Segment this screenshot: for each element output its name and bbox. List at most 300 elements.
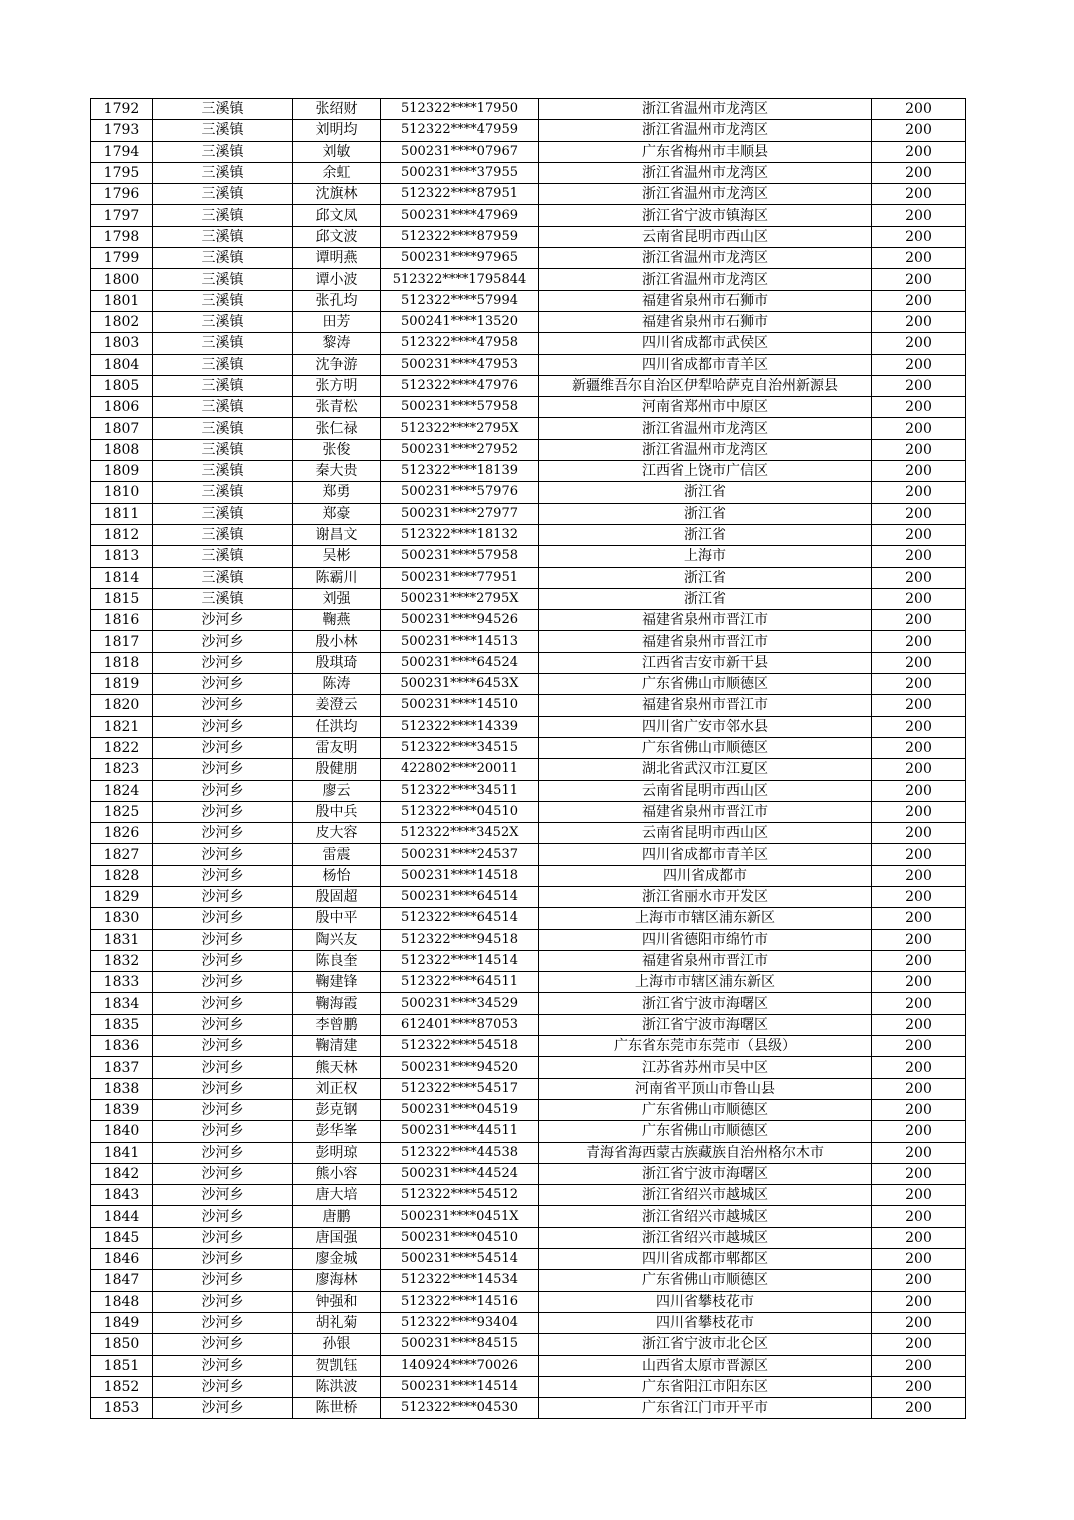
row-number-cell: 1811 bbox=[91, 503, 153, 524]
id-number-cell: 512322****1795844 bbox=[381, 269, 539, 290]
subsidy-amount-cell: 200 bbox=[872, 290, 966, 311]
id-number-cell: 500231****47969 bbox=[381, 205, 539, 226]
work-location-cell: 四川省成都市青羊区 bbox=[539, 354, 872, 375]
work-location-cell: 四川省德阳市绵竹市 bbox=[539, 929, 872, 950]
id-number-cell: 512322****34511 bbox=[381, 780, 539, 801]
table-row bbox=[91, 1227, 966, 1248]
subsidy-amount-cell: 200 bbox=[872, 908, 966, 929]
subsidy-amount-cell: 200 bbox=[872, 1270, 966, 1291]
township-cell: 沙河乡 bbox=[153, 631, 293, 652]
person-name-cell: 沈争游 bbox=[293, 354, 381, 375]
township-cell: 沙河乡 bbox=[153, 1355, 293, 1376]
township-cell: 三溪镇 bbox=[153, 588, 293, 609]
work-location-cell: 广东省江门市开平市 bbox=[539, 1398, 872, 1419]
township-cell: 沙河乡 bbox=[153, 1036, 293, 1057]
table-row bbox=[91, 972, 966, 993]
person-name-cell: 殷中兵 bbox=[293, 801, 381, 822]
id-number-cell: 500231****14513 bbox=[381, 631, 539, 652]
township-cell: 三溪镇 bbox=[153, 503, 293, 524]
row-number-cell: 1807 bbox=[91, 418, 153, 439]
subsidy-amount-cell: 200 bbox=[872, 993, 966, 1014]
work-location-cell: 浙江省温州市龙湾区 bbox=[539, 120, 872, 141]
table-row bbox=[91, 886, 966, 907]
work-location-cell: 湖北省武汉市江夏区 bbox=[539, 759, 872, 780]
person-name-cell: 殷固超 bbox=[293, 886, 381, 907]
person-name-cell: 殷中平 bbox=[293, 908, 381, 929]
table-row bbox=[91, 950, 966, 971]
row-number-cell: 1799 bbox=[91, 248, 153, 269]
table-row bbox=[91, 482, 966, 503]
table-row bbox=[91, 1142, 966, 1163]
township-cell: 沙河乡 bbox=[153, 1312, 293, 1333]
township-cell: 三溪镇 bbox=[153, 162, 293, 183]
township-cell: 三溪镇 bbox=[153, 269, 293, 290]
work-location-cell: 浙江省宁波市海曙区 bbox=[539, 993, 872, 1014]
table-row bbox=[91, 311, 966, 332]
table-row bbox=[91, 290, 966, 311]
person-name-cell: 张绍财 bbox=[293, 99, 381, 120]
subsidy-amount-cell: 200 bbox=[872, 375, 966, 396]
subsidy-amount-cell: 200 bbox=[872, 674, 966, 695]
table-row bbox=[91, 1014, 966, 1035]
id-number-cell: 512322****47959 bbox=[381, 120, 539, 141]
id-number-cell: 512322****64514 bbox=[381, 908, 539, 929]
table-row bbox=[91, 737, 966, 758]
township-cell: 三溪镇 bbox=[153, 99, 293, 120]
township-cell: 三溪镇 bbox=[153, 205, 293, 226]
id-number-cell: 512322****34515 bbox=[381, 737, 539, 758]
row-number-cell: 1827 bbox=[91, 844, 153, 865]
table-row bbox=[91, 1398, 966, 1419]
township-cell: 三溪镇 bbox=[153, 439, 293, 460]
township-cell: 三溪镇 bbox=[153, 524, 293, 545]
person-name-cell: 皮大容 bbox=[293, 823, 381, 844]
township-cell: 三溪镇 bbox=[153, 141, 293, 162]
subsidy-amount-cell: 200 bbox=[872, 716, 966, 737]
person-name-cell: 杨怡 bbox=[293, 865, 381, 886]
township-cell: 沙河乡 bbox=[153, 844, 293, 865]
work-location-cell: 浙江省温州市龙湾区 bbox=[539, 184, 872, 205]
row-number-cell: 1845 bbox=[91, 1227, 153, 1248]
township-cell: 沙河乡 bbox=[153, 1334, 293, 1355]
table-row bbox=[91, 652, 966, 673]
township-cell: 沙河乡 bbox=[153, 993, 293, 1014]
work-location-cell: 浙江省 bbox=[539, 503, 872, 524]
work-location-cell: 浙江省 bbox=[539, 482, 872, 503]
person-name-cell: 廖金城 bbox=[293, 1249, 381, 1270]
subsidy-amount-cell: 200 bbox=[872, 248, 966, 269]
row-number-cell: 1836 bbox=[91, 1036, 153, 1057]
id-number-cell: 512322****93404 bbox=[381, 1312, 539, 1333]
subsidy-amount-cell: 200 bbox=[872, 886, 966, 907]
row-number-cell: 1821 bbox=[91, 716, 153, 737]
table-row bbox=[91, 1163, 966, 1184]
township-cell: 沙河乡 bbox=[153, 929, 293, 950]
person-name-cell: 张仁禄 bbox=[293, 418, 381, 439]
id-number-cell: 512322****18132 bbox=[381, 524, 539, 545]
id-number-cell: 500231****0451X bbox=[381, 1206, 539, 1227]
table-row bbox=[91, 1036, 966, 1057]
work-location-cell: 广东省阳江市阳东区 bbox=[539, 1376, 872, 1397]
row-number-cell: 1823 bbox=[91, 759, 153, 780]
table-row bbox=[91, 844, 966, 865]
subsidy-amount-cell: 200 bbox=[872, 652, 966, 673]
table-row bbox=[91, 546, 966, 567]
work-location-cell: 广东省佛山市顺德区 bbox=[539, 674, 872, 695]
row-number-cell: 1828 bbox=[91, 865, 153, 886]
id-number-cell: 512322****47976 bbox=[381, 375, 539, 396]
township-cell: 三溪镇 bbox=[153, 482, 293, 503]
table-row bbox=[91, 141, 966, 162]
id-number-cell: 422802****20011 bbox=[381, 759, 539, 780]
id-number-cell: 512322****87959 bbox=[381, 226, 539, 247]
township-cell: 沙河乡 bbox=[153, 1249, 293, 1270]
subsidy-amount-cell: 200 bbox=[872, 1057, 966, 1078]
person-name-cell: 胡礼菊 bbox=[293, 1312, 381, 1333]
person-name-cell: 熊天林 bbox=[293, 1057, 381, 1078]
work-location-cell: 浙江省 bbox=[539, 588, 872, 609]
work-location-cell: 广东省东莞市东莞市（县级） bbox=[539, 1036, 872, 1057]
subsidy-amount-cell: 200 bbox=[872, 1376, 966, 1397]
work-location-cell: 上海市市辖区浦东新区 bbox=[539, 908, 872, 929]
row-number-cell: 1850 bbox=[91, 1334, 153, 1355]
subsidy-amount-cell: 200 bbox=[872, 184, 966, 205]
person-name-cell: 孙银 bbox=[293, 1334, 381, 1355]
row-number-cell: 1830 bbox=[91, 908, 153, 929]
subsidy-amount-cell: 200 bbox=[872, 226, 966, 247]
person-name-cell: 郑豪 bbox=[293, 503, 381, 524]
id-number-cell: 512322****54517 bbox=[381, 1078, 539, 1099]
id-number-cell: 512322****44538 bbox=[381, 1142, 539, 1163]
table-row bbox=[91, 354, 966, 375]
id-number-cell: 500231****14510 bbox=[381, 695, 539, 716]
township-cell: 三溪镇 bbox=[153, 375, 293, 396]
work-location-cell: 广东省佛山市顺德区 bbox=[539, 737, 872, 758]
township-cell: 三溪镇 bbox=[153, 354, 293, 375]
work-location-cell: 广东省佛山市顺德区 bbox=[539, 1099, 872, 1120]
row-number-cell: 1842 bbox=[91, 1163, 153, 1184]
id-number-cell: 500231****14518 bbox=[381, 865, 539, 886]
subsidy-amount-cell: 200 bbox=[872, 1334, 966, 1355]
id-number-cell: 512322****14516 bbox=[381, 1291, 539, 1312]
id-number-cell: 512322****04510 bbox=[381, 801, 539, 822]
row-number-cell: 1793 bbox=[91, 120, 153, 141]
row-number-cell: 1834 bbox=[91, 993, 153, 1014]
id-number-cell: 500231****94526 bbox=[381, 610, 539, 631]
row-number-cell: 1824 bbox=[91, 780, 153, 801]
work-location-cell: 四川省攀枝花市 bbox=[539, 1291, 872, 1312]
subsidy-amount-cell: 200 bbox=[872, 418, 966, 439]
subsidy-amount-cell: 200 bbox=[872, 1312, 966, 1333]
township-cell: 沙河乡 bbox=[153, 886, 293, 907]
table-body bbox=[91, 99, 966, 1419]
row-number-cell: 1843 bbox=[91, 1185, 153, 1206]
subsidy-amount-cell: 200 bbox=[872, 333, 966, 354]
person-name-cell: 田芳 bbox=[293, 311, 381, 332]
township-cell: 沙河乡 bbox=[153, 737, 293, 758]
table-row bbox=[91, 1206, 966, 1227]
id-number-cell: 512322****04530 bbox=[381, 1398, 539, 1419]
table-row bbox=[91, 269, 966, 290]
subsidy-amount-cell: 200 bbox=[872, 397, 966, 418]
subsidy-amount-cell: 200 bbox=[872, 546, 966, 567]
row-number-cell: 1794 bbox=[91, 141, 153, 162]
person-name-cell: 刘正权 bbox=[293, 1078, 381, 1099]
person-name-cell: 秦大贵 bbox=[293, 461, 381, 482]
township-cell: 三溪镇 bbox=[153, 248, 293, 269]
person-name-cell: 任洪均 bbox=[293, 716, 381, 737]
subsidy-amount-cell: 200 bbox=[872, 1249, 966, 1270]
row-number-cell: 1851 bbox=[91, 1355, 153, 1376]
work-location-cell: 浙江省宁波市海曙区 bbox=[539, 1163, 872, 1184]
township-cell: 沙河乡 bbox=[153, 1142, 293, 1163]
subsidy-amount-cell: 200 bbox=[872, 354, 966, 375]
row-number-cell: 1853 bbox=[91, 1398, 153, 1419]
table-row bbox=[91, 1355, 966, 1376]
id-number-cell: 512322****47958 bbox=[381, 333, 539, 354]
township-cell: 沙河乡 bbox=[153, 823, 293, 844]
township-cell: 沙河乡 bbox=[153, 865, 293, 886]
subsidy-amount-cell: 200 bbox=[872, 1355, 966, 1376]
township-cell: 三溪镇 bbox=[153, 120, 293, 141]
subsidy-amount-cell: 200 bbox=[872, 567, 966, 588]
person-name-cell: 陈良奎 bbox=[293, 950, 381, 971]
table-row bbox=[91, 865, 966, 886]
table-row bbox=[91, 1376, 966, 1397]
township-cell: 三溪镇 bbox=[153, 290, 293, 311]
subsidy-amount-cell: 200 bbox=[872, 865, 966, 886]
township-cell: 沙河乡 bbox=[153, 1206, 293, 1227]
table-row bbox=[91, 99, 966, 120]
row-number-cell: 1839 bbox=[91, 1099, 153, 1120]
township-cell: 沙河乡 bbox=[153, 801, 293, 822]
work-location-cell: 四川省成都市郫都区 bbox=[539, 1249, 872, 1270]
id-number-cell: 500231****27952 bbox=[381, 439, 539, 460]
subsidy-amount-cell: 200 bbox=[872, 162, 966, 183]
subsidy-amount-cell: 200 bbox=[872, 439, 966, 460]
subsidy-amount-cell: 200 bbox=[872, 311, 966, 332]
work-location-cell: 福建省泉州市晋江市 bbox=[539, 695, 872, 716]
subsidy-amount-cell: 200 bbox=[872, 1163, 966, 1184]
id-number-cell: 500241****13520 bbox=[381, 311, 539, 332]
table-row bbox=[91, 461, 966, 482]
work-location-cell: 云南省昆明市西山区 bbox=[539, 780, 872, 801]
table-row bbox=[91, 1270, 966, 1291]
work-location-cell: 青海省海西蒙古族藏族自治州格尔木市 bbox=[539, 1142, 872, 1163]
subsidy-amount-cell: 200 bbox=[872, 929, 966, 950]
township-cell: 三溪镇 bbox=[153, 397, 293, 418]
person-name-cell: 彭华峯 bbox=[293, 1121, 381, 1142]
person-name-cell: 谢昌文 bbox=[293, 524, 381, 545]
id-number-cell: 500231****24537 bbox=[381, 844, 539, 865]
subsidy-amount-cell: 200 bbox=[872, 141, 966, 162]
work-location-cell: 浙江省温州市龙湾区 bbox=[539, 269, 872, 290]
person-name-cell: 吴彬 bbox=[293, 546, 381, 567]
row-number-cell: 1825 bbox=[91, 801, 153, 822]
work-location-cell: 浙江省温州市龙湾区 bbox=[539, 248, 872, 269]
subsidy-amount-cell: 200 bbox=[872, 695, 966, 716]
person-name-cell: 廖海林 bbox=[293, 1270, 381, 1291]
row-number-cell: 1833 bbox=[91, 972, 153, 993]
township-cell: 沙河乡 bbox=[153, 1014, 293, 1035]
subsidy-amount-cell: 200 bbox=[872, 120, 966, 141]
work-location-cell: 浙江省绍兴市越城区 bbox=[539, 1227, 872, 1248]
id-number-cell: 500231****34529 bbox=[381, 993, 539, 1014]
row-number-cell: 1810 bbox=[91, 482, 153, 503]
person-name-cell: 鞠清建 bbox=[293, 1036, 381, 1057]
table-row bbox=[91, 780, 966, 801]
row-number-cell: 1809 bbox=[91, 461, 153, 482]
work-location-cell: 江苏省苏州市吴中区 bbox=[539, 1057, 872, 1078]
table-row bbox=[91, 524, 966, 545]
id-number-cell: 500231****37955 bbox=[381, 162, 539, 183]
subsidy-amount-cell: 200 bbox=[872, 1099, 966, 1120]
id-number-cell: 140924****70026 bbox=[381, 1355, 539, 1376]
id-number-cell: 500231****44524 bbox=[381, 1163, 539, 1184]
township-cell: 沙河乡 bbox=[153, 1185, 293, 1206]
table-row bbox=[91, 610, 966, 631]
subsidy-amount-cell: 200 bbox=[872, 780, 966, 801]
township-cell: 三溪镇 bbox=[153, 311, 293, 332]
subsidy-amount-cell: 200 bbox=[872, 1291, 966, 1312]
township-cell: 三溪镇 bbox=[153, 418, 293, 439]
row-number-cell: 1797 bbox=[91, 205, 153, 226]
table-row bbox=[91, 674, 966, 695]
work-location-cell: 云南省昆明市西山区 bbox=[539, 226, 872, 247]
person-name-cell: 陈霸川 bbox=[293, 567, 381, 588]
row-number-cell: 1848 bbox=[91, 1291, 153, 1312]
township-cell: 三溪镇 bbox=[153, 567, 293, 588]
person-name-cell: 鞠燕 bbox=[293, 610, 381, 631]
table-row bbox=[91, 929, 966, 950]
id-number-cell: 512322****3452X bbox=[381, 823, 539, 844]
table-row bbox=[91, 205, 966, 226]
row-number-cell: 1849 bbox=[91, 1312, 153, 1333]
table-row bbox=[91, 1185, 966, 1206]
row-number-cell: 1801 bbox=[91, 290, 153, 311]
work-location-cell: 福建省泉州市晋江市 bbox=[539, 631, 872, 652]
row-number-cell: 1819 bbox=[91, 674, 153, 695]
row-number-cell: 1792 bbox=[91, 99, 153, 120]
table-row bbox=[91, 1291, 966, 1312]
id-number-cell: 612401****87053 bbox=[381, 1014, 539, 1035]
subsidy-amount-cell: 200 bbox=[872, 844, 966, 865]
table-row bbox=[91, 1249, 966, 1270]
subsidy-amount-cell: 200 bbox=[872, 524, 966, 545]
township-cell: 三溪镇 bbox=[153, 184, 293, 205]
work-location-cell: 浙江省温州市龙湾区 bbox=[539, 418, 872, 439]
township-cell: 沙河乡 bbox=[153, 759, 293, 780]
person-name-cell: 张方明 bbox=[293, 375, 381, 396]
township-cell: 沙河乡 bbox=[153, 780, 293, 801]
person-name-cell: 陈世桥 bbox=[293, 1398, 381, 1419]
id-number-cell: 500231****57958 bbox=[381, 546, 539, 567]
table-row bbox=[91, 397, 966, 418]
work-location-cell: 四川省广安市邻水县 bbox=[539, 716, 872, 737]
person-name-cell: 谭明燕 bbox=[293, 248, 381, 269]
person-name-cell: 陶兴友 bbox=[293, 929, 381, 950]
table-row bbox=[91, 993, 966, 1014]
work-location-cell: 浙江省宁波市北仑区 bbox=[539, 1334, 872, 1355]
subsidy-amount-cell: 200 bbox=[872, 1121, 966, 1142]
row-number-cell: 1796 bbox=[91, 184, 153, 205]
person-name-cell: 郑勇 bbox=[293, 482, 381, 503]
person-name-cell: 雷友明 bbox=[293, 737, 381, 758]
person-name-cell: 贺凯钰 bbox=[293, 1355, 381, 1376]
row-number-cell: 1831 bbox=[91, 929, 153, 950]
subsidy-amount-cell: 200 bbox=[872, 972, 966, 993]
township-cell: 沙河乡 bbox=[153, 716, 293, 737]
person-name-cell: 彭克钢 bbox=[293, 1099, 381, 1120]
township-cell: 沙河乡 bbox=[153, 1099, 293, 1120]
id-number-cell: 500231****44511 bbox=[381, 1121, 539, 1142]
subsidy-amount-cell: 200 bbox=[872, 1036, 966, 1057]
person-name-cell: 唐鹏 bbox=[293, 1206, 381, 1227]
person-name-cell: 彭明琼 bbox=[293, 1142, 381, 1163]
subsidy-amount-cell: 200 bbox=[872, 759, 966, 780]
subsidy-amount-cell: 200 bbox=[872, 737, 966, 758]
row-number-cell: 1816 bbox=[91, 610, 153, 631]
work-location-cell: 浙江省绍兴市越城区 bbox=[539, 1185, 872, 1206]
work-location-cell: 山西省太原市晋源区 bbox=[539, 1355, 872, 1376]
id-number-cell: 500231****57958 bbox=[381, 397, 539, 418]
id-number-cell: 512322****14514 bbox=[381, 950, 539, 971]
person-name-cell: 张孔均 bbox=[293, 290, 381, 311]
row-number-cell: 1832 bbox=[91, 950, 153, 971]
person-name-cell: 廖云 bbox=[293, 780, 381, 801]
work-location-cell: 福建省泉州市晋江市 bbox=[539, 610, 872, 631]
work-location-cell: 福建省泉州市晋江市 bbox=[539, 950, 872, 971]
row-number-cell: 1852 bbox=[91, 1376, 153, 1397]
row-number-cell: 1812 bbox=[91, 524, 153, 545]
work-location-cell: 福建省泉州市石狮市 bbox=[539, 290, 872, 311]
table-row bbox=[91, 418, 966, 439]
subsidy-amount-cell: 200 bbox=[872, 610, 966, 631]
id-number-cell: 512322****87951 bbox=[381, 184, 539, 205]
table-row bbox=[91, 375, 966, 396]
table-row bbox=[91, 248, 966, 269]
subsidy-amount-cell: 200 bbox=[872, 482, 966, 503]
id-number-cell: 500231****84515 bbox=[381, 1334, 539, 1355]
id-number-cell: 500231****94520 bbox=[381, 1057, 539, 1078]
township-cell: 沙河乡 bbox=[153, 1163, 293, 1184]
row-number-cell: 1804 bbox=[91, 354, 153, 375]
work-location-cell: 上海市市辖区浦东新区 bbox=[539, 972, 872, 993]
id-number-cell: 500231****14514 bbox=[381, 1376, 539, 1397]
township-cell: 沙河乡 bbox=[153, 695, 293, 716]
work-location-cell: 浙江省温州市龙湾区 bbox=[539, 162, 872, 183]
township-cell: 沙河乡 bbox=[153, 652, 293, 673]
id-number-cell: 512322****64511 bbox=[381, 972, 539, 993]
work-location-cell: 新疆维吾尔自治区伊犁哈萨克自治州新源县 bbox=[539, 375, 872, 396]
table-row bbox=[91, 439, 966, 460]
table-row bbox=[91, 823, 966, 844]
person-name-cell: 熊小容 bbox=[293, 1163, 381, 1184]
id-number-cell: 512322****94518 bbox=[381, 929, 539, 950]
township-cell: 沙河乡 bbox=[153, 1078, 293, 1099]
subsidy-amount-cell: 200 bbox=[872, 1206, 966, 1227]
township-cell: 沙河乡 bbox=[153, 950, 293, 971]
person-name-cell: 刘明均 bbox=[293, 120, 381, 141]
table-row bbox=[91, 801, 966, 822]
work-location-cell: 四川省成都市 bbox=[539, 865, 872, 886]
township-cell: 三溪镇 bbox=[153, 333, 293, 354]
person-name-cell: 陈涛 bbox=[293, 674, 381, 695]
id-number-cell: 500231****04510 bbox=[381, 1227, 539, 1248]
work-location-cell: 广东省佛山市顺德区 bbox=[539, 1270, 872, 1291]
row-number-cell: 1838 bbox=[91, 1078, 153, 1099]
row-number-cell: 1800 bbox=[91, 269, 153, 290]
